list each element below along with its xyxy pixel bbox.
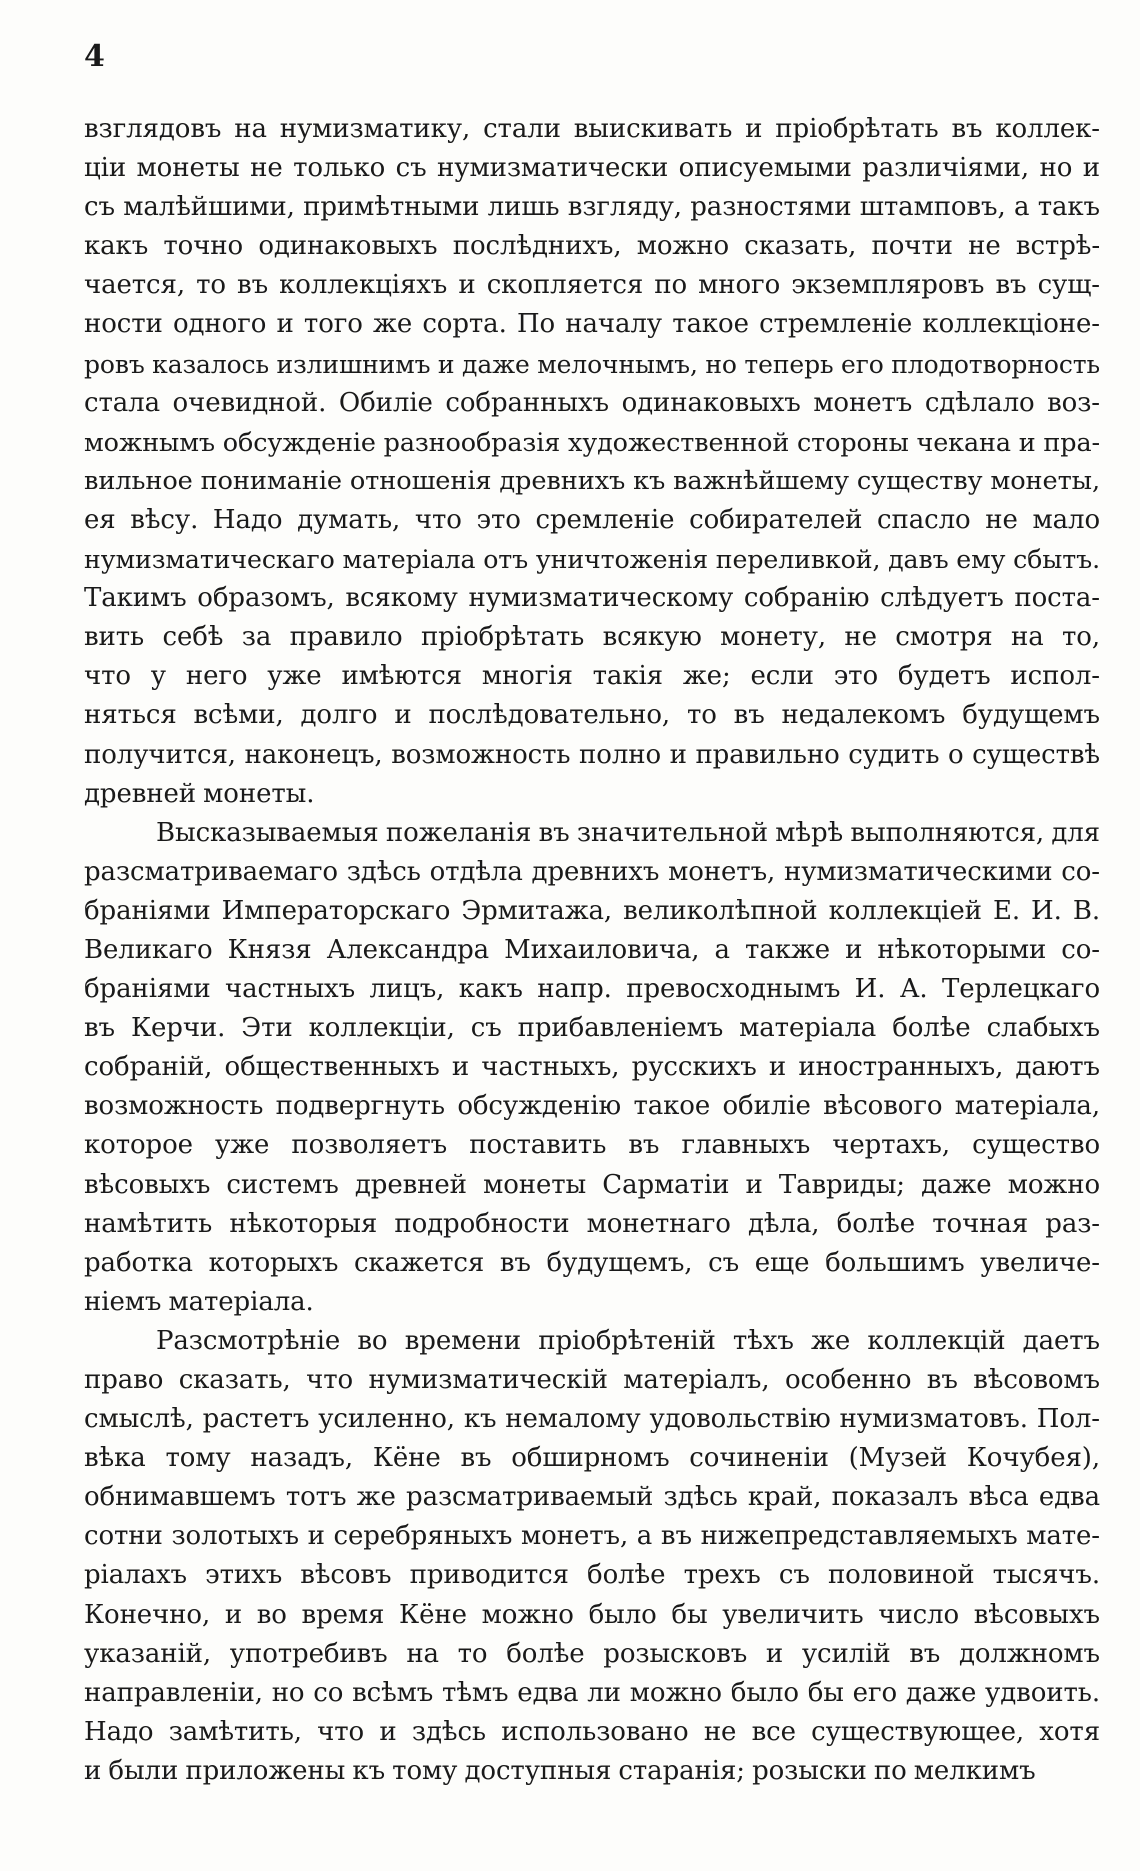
text-line: ціи монеты не только съ нумизматически описуемыми различіями, но и xyxy=(84,153,1100,184)
text-line: которое уже позволяетъ поставить въ главныхъ чертахъ, существо xyxy=(84,1130,1100,1161)
text-line: Великаго Князя Александра Михаиловича, а также и нѣкоторыми со- xyxy=(84,934,1100,965)
text-line: сотни золотыхъ и серебряныхъ монетъ, а въ нижепредставляемыхъ мате- xyxy=(84,1521,1100,1552)
text-line: ріалахъ этихъ вѣсовъ приводится болѣе трехъ съ половиной тысячъ. xyxy=(84,1560,1100,1591)
text-line: древней монеты. xyxy=(84,778,315,809)
text-line: Разсмотрѣніе во времени пріобрѣтеній тѣхъ же коллекцій даетъ xyxy=(156,1325,1100,1356)
text-line: Надо замѣтить, что и здѣсь использовано не все существующее, хотя xyxy=(84,1716,1100,1747)
text-line: работка которыхъ скажется въ будущемъ, съ еще большимъ увеличе- xyxy=(84,1247,1100,1278)
paragraph xyxy=(84,110,1100,814)
text-line: Высказываемыя пожеланія въ значительной мѣрѣ выполняются, для xyxy=(156,817,1100,848)
text-line: что у него уже имѣются многія такія же; если это будетъ испол- xyxy=(84,661,1100,692)
text-line: обнимавшемъ тотъ же разсматриваемый здѣсь край, показалъ вѣса едва xyxy=(84,1482,1100,1513)
text-line: можнымъ обсужденіе разнообразія художественной стороны чекана и пра- xyxy=(84,426,1100,457)
text-line: указаній, употребивъ на то болѣе розысковъ и усилій въ должномъ xyxy=(84,1638,1100,1669)
text-line: вильное пониманіе отношенія древнихъ къ важнѣйшему существу монеты, xyxy=(84,465,1100,496)
text-line: Такимъ образомъ, всякому нумизматическому собранію слѣдуетъ поста- xyxy=(84,583,1100,614)
text-line: ея вѣсу. Надо думать, что это сремленіе собирателей спасло не мало xyxy=(84,504,1100,535)
text-line: какъ точно одинаковыхъ послѣднихъ, можно сказать, почти не встрѣ- xyxy=(84,231,1100,262)
paragraph xyxy=(84,814,1100,1322)
text-line: вѣка тому назадъ, Кёне въ обширномъ сочиненіи (Музей Кочубея), xyxy=(84,1443,1100,1474)
text-line: смыслѣ, растетъ усиленно, къ немалому удовольствію нумизматовъ. Пол- xyxy=(84,1404,1100,1435)
text-line: разсматриваемаго здѣсь отдѣла древнихъ монетъ, нумизматическими со- xyxy=(84,856,1100,887)
text-line: чается, то въ коллекціяхъ и скопляется по много экземпляровъ въ сущ- xyxy=(84,270,1100,301)
text-line: направленіи, но со всѣмъ тѣмъ едва ли можно было бы его даже удвоить. xyxy=(84,1677,1100,1708)
text-line: собраній, общественныхъ и частныхъ, русскихъ и иностранныхъ, даютъ xyxy=(84,1052,1100,1083)
text-line: вить себѣ за правило пріобрѣтать всякую монету, не смотря на то, xyxy=(84,622,1100,653)
text-line: возможность подвергнуть обсужденію такое обиліе вѣсового матеріала, xyxy=(84,1091,1100,1122)
text-line: право сказать, что нумизматическій матеріалъ, особенно въ вѣсовомъ xyxy=(84,1365,1100,1395)
text-line: съ малѣйшими, примѣтными лишь взгляду, разностями штамповъ, а такъ xyxy=(84,192,1100,223)
text-line: и были приложены къ тому доступныя старанія; розыски по мелкимъ xyxy=(84,1755,1036,1786)
text-line: взглядовъ на нумизматику, стали выискивать и пріобрѣтать въ коллек- xyxy=(84,114,1100,144)
text-line: ніемъ матеріала. xyxy=(84,1286,314,1317)
text-line: ности одного и того же сорта. По началу такое стремленіе коллекціоне- xyxy=(84,309,1100,340)
text-line: браніями Императорскаго Эрмитажа, великолѣпной коллекціей Е. И. В. xyxy=(84,895,1100,926)
text-line: Конечно, и во время Кёне можно было бы увеличить число вѣсовыхъ xyxy=(84,1599,1100,1630)
text-line: браніями частныхъ лицъ, какъ напр. превосходнымъ И. А. Терлецкаго xyxy=(84,974,1100,1005)
text-line: получится, наконецъ, возможность полно и правильно судить о существѣ xyxy=(84,739,1100,770)
text-line: ровъ казалось излишнимъ и даже мелочнымъ, но теперь его плодотворность xyxy=(84,349,1100,379)
paragraph xyxy=(84,1322,1100,1791)
body-text xyxy=(84,110,1100,1791)
text-line: стала очевидной. Обиліе собранныхъ одинаковыхъ монетъ сдѣлало воз- xyxy=(84,387,1100,418)
text-line: вѣсовыхъ системъ древней монеты Сарматіи и Тавриды; даже можно xyxy=(84,1169,1100,1200)
text-line: намѣтить нѣкоторыя подробности монетнаго дѣла, болѣе точная раз- xyxy=(84,1208,1100,1239)
text-line: нумизматическаго матеріала отъ уничтоженія переливкой, давъ ему сбытъ. xyxy=(84,545,1100,575)
text-line: няться всѣми, долго и послѣдовательно, то въ недалекомъ будущемъ xyxy=(84,700,1100,731)
page-number: 4 xyxy=(84,39,105,74)
text-line: въ Керчи. Эти коллекціи, съ прибавленіемъ матеріала болѣе слабыхъ xyxy=(84,1013,1100,1044)
